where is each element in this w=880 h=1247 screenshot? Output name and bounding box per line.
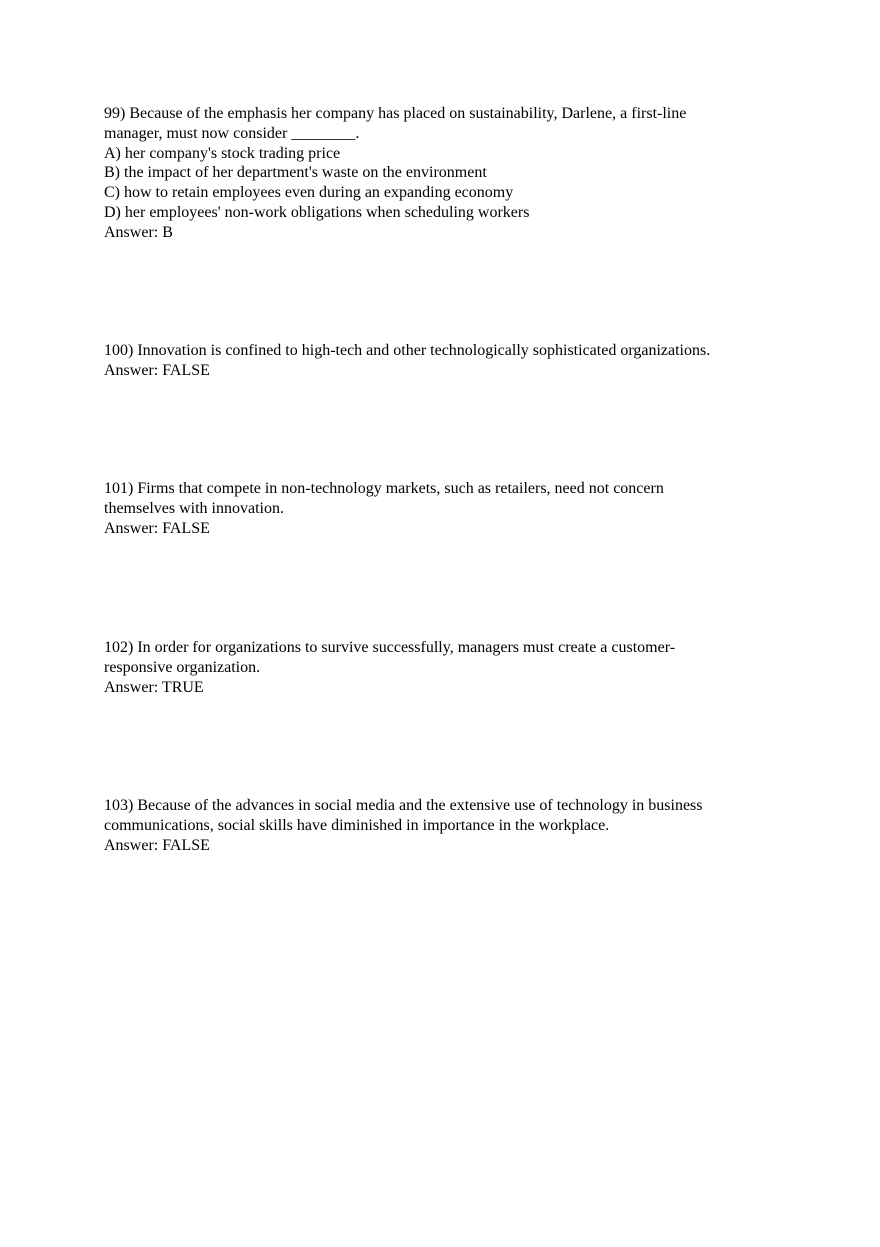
question-101 [104, 479, 784, 538]
option-b: B) the impact of her department's waste on the environment [104, 164, 487, 182]
question-99 [104, 104, 784, 243]
question-102 [104, 638, 784, 697]
option-a: A) her company's stock trading price [104, 144, 341, 162]
question-text-line: themselves with innovation. [104, 499, 284, 517]
answer-text: Answer: TRUE [104, 678, 204, 696]
question-text-line: 100) Innovation is confined to high-tech and other technologically sophisticated organizations. [104, 342, 711, 359]
question-text-line: 99) Because of the emphasis her company has placed on sustainability, Darlene, a first-line [104, 105, 687, 122]
option-c: C) how to retain employees even during an expanding economy [104, 184, 514, 202]
answer-text: Answer: FALSE [104, 519, 210, 537]
answer-text: Answer: FALSE [104, 836, 210, 854]
question-text-line: communications, social skills have diminished in importance in the workplace. [104, 816, 610, 834]
option-d: D) her employees' non-work obligations when scheduling workers [104, 203, 530, 221]
question-text-line: manager, must now consider ________. [104, 124, 360, 142]
question-103 [104, 796, 784, 855]
question-text-line: 103) Because of the advances in social media and the extensive use of technology in business [104, 797, 703, 814]
answer-text: Answer: FALSE [104, 361, 210, 379]
question-text-line: 101) Firms that compete in non-technology markets, such as retailers, need not concern [104, 480, 664, 497]
question-text-line: 102) In order for organizations to survive successfully, managers must create a customer- [104, 639, 676, 656]
question-100 [104, 341, 784, 381]
question-text-line: responsive organization. [104, 658, 261, 676]
answer-text: Answer: B [104, 223, 173, 241]
